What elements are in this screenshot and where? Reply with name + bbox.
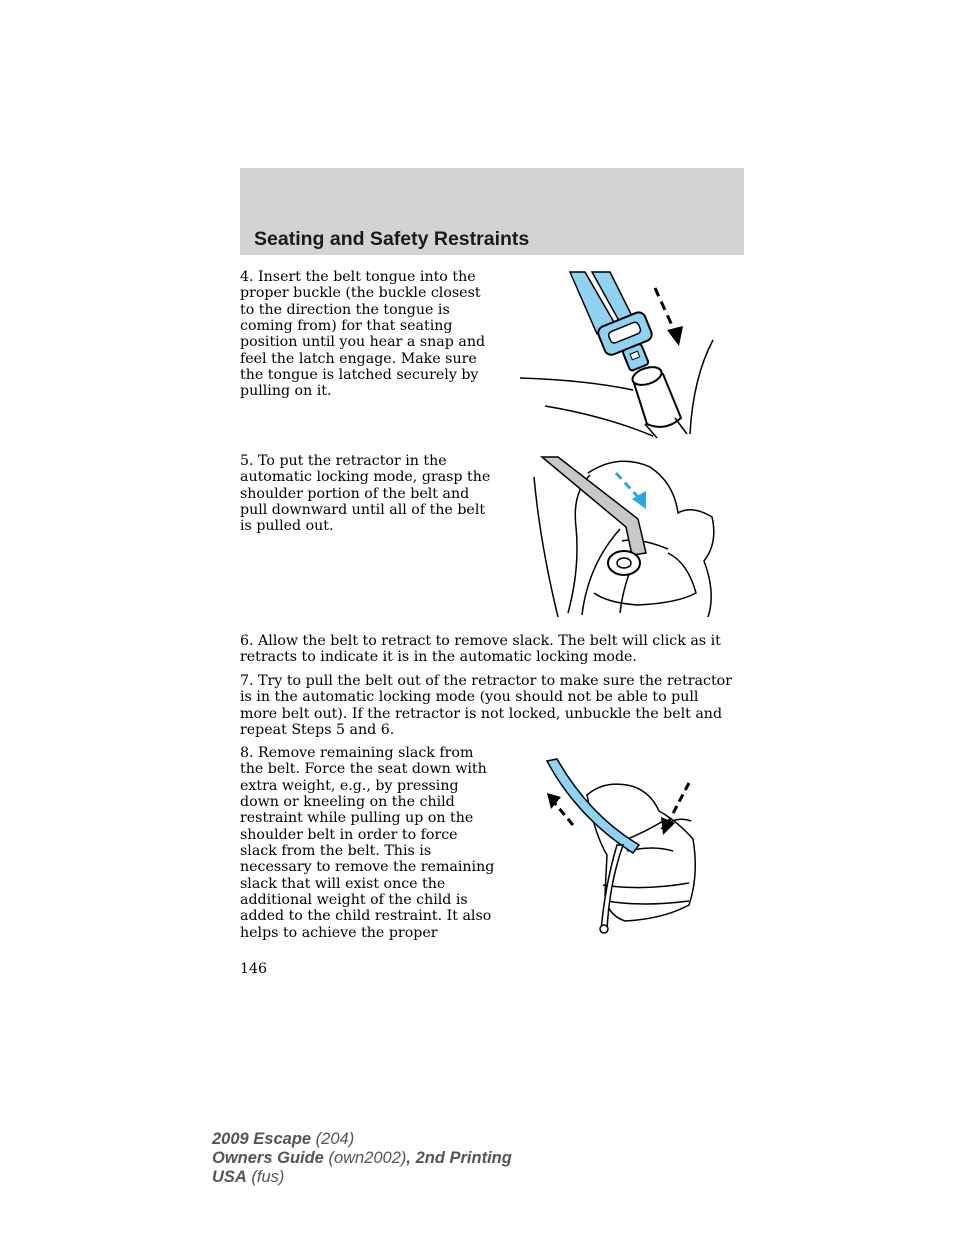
- section-header: [240, 168, 744, 255]
- step-4-text: 4. Insert the belt tongue into the proper buckle (the buckle closest to the direction the tongue is coming from) for that seating position until you hear a snap and feel the latch engage. Make sure the tongue is latched securely by pulling on it.: [240, 269, 486, 400]
- footer-guide-code: (own2002): [323, 1149, 407, 1167]
- footer-market: USA: [212, 1168, 247, 1186]
- section-title: Seating and Safety Restraints: [254, 228, 530, 250]
- document-footer: [212, 1130, 512, 1187]
- buckle-insert-illustration: [515, 268, 720, 440]
- step-5-text: 5. To put the retractor in the automatic locking mode, grasp the shoulder portion of the belt and pull downward until all of the belt is pulled out.: [240, 453, 491, 535]
- footer-printing: , 2nd Printing: [406, 1149, 512, 1167]
- step-8-text: 8. Remove remaining slack from the belt. Force the seat down with extra weight, e.g., by pressing down or kneeling on the child restraint while pulling up on the shoulder belt in order to force slack from the belt. This is necessary to remove the remaining slack that will exist once the additional weight of the child is added to the child restraint. It also helps to achieve the proper: [240, 745, 495, 941]
- footer-market-code: (fus): [246, 1168, 285, 1186]
- remove-slack-illustration: [543, 755, 701, 940]
- page-number: 146: [240, 961, 268, 977]
- footer-model-code: (204): [311, 1130, 355, 1148]
- step-7-text: 7. Try to pull the belt out of the retractor to make sure the retractor is in the automatic locking mode (you should not be able to pull more belt out). If the retractor is not locked, unbuckle the belt and repeat Steps 5 and 6.: [240, 673, 732, 739]
- step-6-text: 6. Allow the belt to retract to remove slack. The belt will click as it retracts to indicate it is in the automatic locking mode.: [240, 633, 721, 666]
- retractor-pull-illustration: [528, 453, 722, 619]
- footer-guide: Owners Guide: [212, 1149, 324, 1167]
- footer-model: 2009 Escape: [212, 1130, 312, 1148]
